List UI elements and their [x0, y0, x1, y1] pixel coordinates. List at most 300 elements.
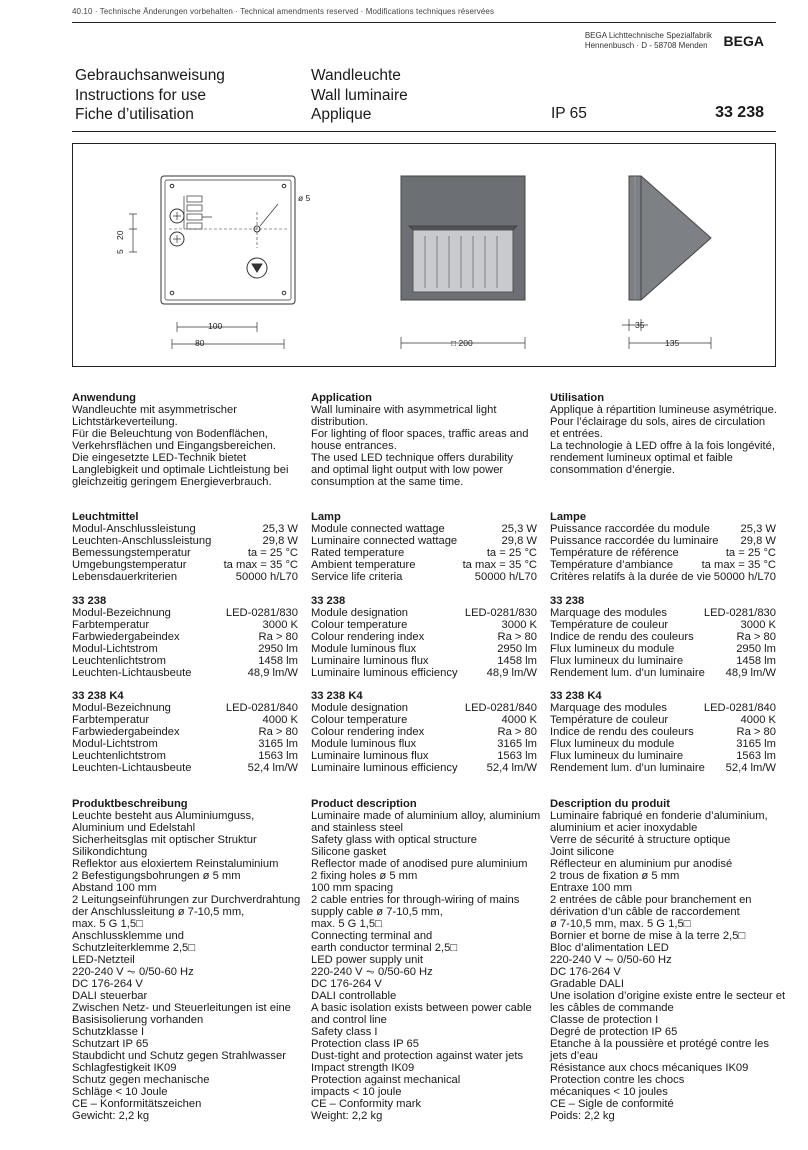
spec-value: LED-0281/830 [225, 607, 298, 619]
text-line: Poids: 2,2 kg [550, 1110, 615, 1122]
spec1-section [311, 595, 537, 679]
text-line: 220-240 V ⏦ 0/50-60 Hz [550, 954, 672, 966]
text-line: A basic isolation exists between power cable [311, 1002, 532, 1014]
spec-value: 3165 lm [497, 738, 537, 750]
text-line: Wall luminaire with asymmetrical light [311, 404, 497, 416]
spec-value: Ra > 80 [736, 631, 776, 643]
spec-row [311, 631, 537, 643]
spec-value: 4000 K [501, 714, 537, 726]
spec-label: Température de couleur [550, 714, 669, 726]
text-line: 220-240 V ⏦ 0/50-60 Hz [311, 966, 433, 978]
text-line: LED power supply unit [311, 954, 423, 966]
terminal-4 [187, 223, 202, 229]
spec-value: 1458 lm [258, 655, 298, 667]
rear-view-outline [161, 176, 295, 304]
spec-label: Indice de rendu des couleurs [550, 726, 694, 738]
text-line: Für die Beleuchtung von Bodenflächen, [72, 428, 268, 440]
spec-label: Luminaire connected wattage [311, 535, 458, 547]
spec-value: ta = 25 °C [725, 547, 776, 559]
spec-label: Luminaire luminous efficiency [311, 667, 458, 679]
text-line: Bornier et borne de mise à la terre 2,5□ [550, 930, 746, 942]
spec-label: Bemessungstemperatur [72, 547, 191, 559]
spec-label: Luminaire luminous flux [311, 750, 429, 762]
text-line: Applique à répartition lumineuse asymétrique. [550, 404, 777, 416]
spec-value: 3165 lm [736, 738, 776, 750]
spec-value: 2950 lm [736, 643, 776, 655]
spec-row [72, 643, 298, 655]
text-line: Verre de sécurité à structure optique [550, 834, 731, 846]
spec-value: 1563 lm [497, 750, 537, 762]
text-line: mécaniques < 10 joules [550, 1086, 668, 1098]
spec-row [550, 655, 776, 667]
spec-row [72, 631, 298, 643]
spec-label: Umgebungstemperatur [72, 559, 187, 571]
lamp-section [311, 511, 537, 583]
spec-label: Leuchten-Lichtausbeute [72, 667, 192, 679]
text-line: Luminaire fabriqué en fonderie d’aluminium, [550, 810, 768, 822]
rear-screw-tl [170, 184, 174, 188]
text-line: The used LED technique offers durability [311, 452, 513, 464]
spec-value: 1563 lm [258, 750, 298, 762]
product-section [550, 798, 786, 1122]
spec-row [72, 619, 298, 631]
dim-20-label: 20 [115, 230, 125, 240]
spec-label: Température d’ambiance [550, 559, 674, 571]
spec-value: Ra > 80 [497, 631, 537, 643]
text-line: Sicherheitsglas mit optischer Struktur [72, 834, 257, 846]
company-line-2: Hennenbusch · D - 58708 Menden [584, 41, 708, 50]
spec-label: Module connected wattage [311, 523, 445, 535]
product-heading: Produktbeschreibung [72, 798, 188, 810]
technical-drawing-frame [72, 143, 776, 367]
spec-value: 29,8 W [262, 535, 298, 547]
text-line: Une isolation d’origine existe entre le secteur et [550, 990, 786, 1002]
text-line: DC 176-264 V [72, 978, 143, 990]
text-line: 2 Befestigungsbohrungen ø 5 mm [72, 870, 241, 882]
spec-row [550, 643, 776, 655]
front-view-reflector [413, 230, 513, 292]
spec-row [311, 702, 537, 714]
spec-row [311, 619, 537, 631]
spec-label: Module designation [311, 702, 409, 714]
text-line: Impact strength IK09 [311, 1062, 415, 1074]
spec-row [72, 655, 298, 667]
spec-value: 25,3 W [262, 523, 298, 535]
text-line: and control line [311, 1014, 387, 1026]
spec-row [550, 762, 776, 774]
dim-80-label: 80 [195, 338, 205, 348]
application-section [72, 392, 298, 488]
text-line: Die eingesetzte LED-Technik bietet [72, 452, 247, 464]
spec-row [72, 762, 298, 774]
text-line: Silikondichtung [72, 846, 148, 858]
spec-value: LED-0281/840 [464, 702, 537, 714]
product-title-fr: Applique [311, 106, 372, 123]
dim-hole-label: ø 5 [298, 193, 311, 203]
ip-rating: IP 65 [551, 105, 587, 122]
spec2-section [311, 690, 537, 774]
dim-5-label: 5 [115, 249, 125, 254]
spec-label: Flux lumineux du module [550, 643, 675, 655]
spec-label: Leuchtenlichtstrom [72, 750, 166, 762]
text-line: Zwischen Netz- und Steuerleitungen ist eine [72, 1002, 291, 1014]
rear-screw-tr [282, 184, 286, 188]
text-line: house entrances. [311, 440, 397, 452]
text-line: Aluminium und Edelstahl [72, 822, 196, 834]
rear-screw-br [282, 291, 286, 295]
text-line: For lighting of floor spaces, traffic areas and [311, 428, 529, 440]
application-heading: Anwendung [72, 392, 137, 404]
spec-value: 1458 lm [497, 655, 537, 667]
spec-label: Farbwiedergabeindex [72, 631, 180, 643]
company-address [585, 31, 712, 51]
spec-value: 52,4 lm/W [725, 762, 776, 774]
text-line: supply cable ø 7-10,5 mm, [311, 906, 443, 918]
spec-value: 3000 K [262, 619, 298, 631]
text-line: 2 Leitungseinführungen zur Durchverdrahtung [72, 894, 301, 906]
spec-row [311, 726, 537, 738]
article-number: 33 238 [715, 104, 764, 121]
spec-value: ta max = 35 °C [462, 559, 537, 571]
spec2-heading: 33 238 K4 [550, 690, 602, 702]
text-line: DC 176-264 V [550, 966, 621, 978]
text-line: Reflector made of anodised pure aluminium [311, 858, 528, 870]
spec-value: Ra > 80 [497, 726, 537, 738]
spec1-heading: 33 238 [550, 595, 585, 607]
text-line: Schutzleiterklemme 2,5□ [72, 942, 196, 954]
spec-row [550, 559, 776, 571]
spec-row [550, 535, 776, 547]
amendments-note: 40.10 · Technische Änderungen vorbehalten · Technical amendments reserved · Modifications techniques réservées [72, 7, 495, 16]
spec-value: 2950 lm [258, 643, 298, 655]
text-line: Luminaire made of aluminium alloy, aluminium [311, 810, 541, 822]
spec-value: Ra > 80 [258, 726, 298, 738]
text-line: Schutzklasse I [72, 1026, 145, 1038]
lamp-heading: Leuchtmittel [72, 511, 139, 523]
spec-label: Marquage des modules [550, 607, 667, 619]
spec-row [72, 738, 298, 750]
spec-value: 48,9 lm/W [725, 667, 776, 679]
application-heading: Application [311, 392, 372, 404]
text-line: Lichtstärkeverteilung. [72, 416, 178, 428]
spec-value: 29,8 W [501, 535, 537, 547]
text-line: Résistance aux chocs mécaniques IK09 [550, 1062, 749, 1074]
spec-value: 29,8 W [740, 535, 776, 547]
application-section [311, 392, 537, 488]
product-heading: Description du produit [550, 798, 670, 810]
spec-row [311, 714, 537, 726]
spec-label: Leuchtenlichtstrom [72, 655, 166, 667]
spec-row [311, 571, 537, 583]
spec-label: Température de référence [550, 547, 679, 559]
lamp-heading: Lamp [311, 511, 341, 523]
text-line: et entrées. [550, 428, 603, 440]
spec-row [311, 667, 537, 679]
doc-title-fr: Fiche d’utilisation [75, 106, 194, 123]
spec-label: Farbtemperatur [72, 714, 150, 726]
spec-value: 50000 h/L70 [235, 571, 298, 583]
spec-value: 50000 h/L70 [474, 571, 537, 583]
dim-100-label: 100 [208, 321, 223, 331]
text-line: les câbles de commande [550, 1002, 674, 1014]
text-line: Basisisolierung vorhanden [72, 1014, 204, 1026]
text-line: Staubdicht und Schutz gegen Strahlwasser [72, 1050, 286, 1062]
text-line: Anschlussklemme und [72, 930, 184, 942]
text-line: Schläge < 10 Joule [72, 1086, 168, 1098]
spec-value: LED-0281/840 [703, 702, 776, 714]
dim-135-label: 135 [665, 338, 680, 348]
text-line: der Anschlussleitung ø 7-10,5 mm, [72, 906, 245, 918]
text-line: Réflecteur en aluminium pur anodisé [550, 858, 733, 870]
spec1-heading: 33 238 [311, 595, 346, 607]
spec-label: Puissance raccordée du luminaire [550, 535, 719, 547]
spec-value: ta max = 35 °C [701, 559, 776, 571]
spec-label: Colour rendering index [311, 726, 425, 738]
spec-row [550, 738, 776, 750]
text-line: Protection against mechanical [311, 1074, 461, 1086]
text-line: 220-240 V ⏦ 0/50-60 Hz [72, 966, 194, 978]
spec-label: Modul-Anschlussleistung [72, 523, 196, 535]
text-line: Gewicht: 2,2 kg [72, 1110, 150, 1122]
spec-label: Modul-Lichtstrom [72, 738, 158, 750]
spec-row [550, 667, 776, 679]
spec-value: 48,9 lm/W [486, 667, 537, 679]
spec-label: Indice de rendu des couleurs [550, 631, 694, 643]
text-line: Silicone gasket [311, 846, 387, 858]
spec-label: Critères relatifs à la durée de vie [550, 571, 712, 583]
text-line: LED-Netzteil [72, 954, 135, 966]
spec-row [550, 547, 776, 559]
text-line: Abstand 100 mm [72, 882, 157, 894]
spec-row [550, 714, 776, 726]
spec-row [72, 571, 298, 583]
spec-label: Colour temperature [311, 714, 408, 726]
terminal-3 [187, 214, 202, 220]
spec-value: LED-0281/840 [225, 702, 298, 714]
product-title-de: Wandleuchte [311, 67, 401, 84]
text-line: rendement lumineux optimal et faible [550, 452, 733, 464]
spec-row [550, 726, 776, 738]
text-line: Schutz gegen mechanische [72, 1074, 210, 1086]
spec-value: 52,4 lm/W [247, 762, 298, 774]
text-line: Wandleuchte mit asymmetrischer [72, 404, 237, 416]
technical-drawing [73, 144, 775, 366]
text-line: 2 trous de fixation ø 5 mm [550, 870, 680, 882]
spec-label: Module luminous flux [311, 738, 417, 750]
spec-value: 1563 lm [736, 750, 776, 762]
spec-value: 4000 K [262, 714, 298, 726]
text-line: consommation d’énergie. [550, 464, 675, 476]
spec-row [550, 523, 776, 535]
spec-row [311, 535, 537, 547]
text-line: La technologie à LED offre à la fois longévité, [550, 440, 775, 452]
spec-row [311, 738, 537, 750]
spec2-heading: 33 238 K4 [72, 690, 124, 702]
spec-label: Lebensdauerkriterien [72, 571, 178, 583]
text-line: dérivation d’un câble de raccordement [550, 906, 740, 918]
spec-label: Leuchten-Anschlussleistung [72, 535, 212, 547]
spec-value: ta = 25 °C [247, 547, 298, 559]
spec-value: 4000 K [740, 714, 776, 726]
application-section [550, 392, 776, 476]
spec-value: 1458 lm [736, 655, 776, 667]
spec-label: Modul-Lichtstrom [72, 643, 158, 655]
spec-row [550, 702, 776, 714]
spec-label: Luminaire luminous flux [311, 655, 429, 667]
spec-label: Modul-Bezeichnung [72, 607, 171, 619]
spec-label: Ambient temperature [311, 559, 416, 571]
doc-title-de: Gebrauchsanweisung [75, 67, 225, 84]
spec-row [72, 547, 298, 559]
text-line: Weight: 2,2 kg [311, 1110, 383, 1122]
spec-label: Flux lumineux du module [550, 738, 675, 750]
text-line: Classe de protection I [550, 1014, 659, 1026]
spec-row [72, 667, 298, 679]
spec-value: Ra > 80 [736, 726, 776, 738]
spec-value: 3000 K [740, 619, 776, 631]
spec-row [311, 559, 537, 571]
text-line: Reflektor aus eloxiertem Reinstaluminium [72, 858, 279, 870]
text-line: distribution. [311, 416, 369, 428]
text-line: CE – Sigle de conformité [550, 1098, 674, 1110]
spec-row [72, 750, 298, 762]
spec-value: LED-0281/830 [703, 607, 776, 619]
spec1-section [72, 595, 298, 679]
spec-label: Module designation [311, 607, 409, 619]
spec-row [311, 750, 537, 762]
text-line: 100 mm spacing [311, 882, 394, 894]
text-line: Leuchte besteht aus Aluminiumguss, [72, 810, 255, 822]
spec-label: Rendement lum. d’un luminaire [550, 762, 705, 774]
spec-value: 25,3 W [501, 523, 537, 535]
text-line: and optimal light output with low power [311, 464, 504, 476]
spec-row [72, 559, 298, 571]
lamp-section [72, 511, 298, 583]
spec-row [550, 750, 776, 762]
text-line: 2 entrées de câble pour branchement en [550, 894, 752, 906]
spec-row [550, 619, 776, 631]
spec-row [311, 655, 537, 667]
spec-row [550, 571, 776, 583]
text-line: Safety glass with optical structure [311, 834, 478, 846]
spec-label: Colour rendering index [311, 631, 425, 643]
spec-label: Luminaire luminous efficiency [311, 762, 458, 774]
spec-row [311, 762, 537, 774]
spec-value: 3165 lm [258, 738, 298, 750]
spec-row [72, 535, 298, 547]
brand-logo: BEGA [723, 33, 764, 49]
text-line: Entraxe 100 mm [550, 882, 633, 894]
doc-title-en: Instructions for use [75, 86, 206, 104]
product-section [311, 798, 541, 1122]
spec-value: ta = 25 °C [486, 547, 537, 559]
text-line: Connecting terminal and [311, 930, 433, 942]
spec-label: Farbtemperatur [72, 619, 150, 631]
text-line: Schutzart IP 65 [72, 1038, 149, 1050]
spec-label: Leuchten-Lichtausbeute [72, 762, 192, 774]
text-line: Dust-tight and protection against water jets [311, 1050, 524, 1062]
spec-row [550, 631, 776, 643]
spec-row [72, 702, 298, 714]
spec-row [72, 726, 298, 738]
text-line: CE – Conformity mark [311, 1098, 422, 1110]
spec-value: 48,9 lm/W [247, 667, 298, 679]
text-line: Joint silicone [550, 846, 615, 858]
spec-label: Rated temperature [311, 547, 405, 559]
spec2-section [72, 690, 298, 774]
spec-value: 3000 K [501, 619, 537, 631]
spec-row [72, 607, 298, 619]
text-line: consumption at the same time. [311, 476, 464, 488]
product-section [72, 798, 301, 1122]
lamp-heading: Lampe [550, 511, 587, 523]
text-line: earth conductor terminal 2,5□ [311, 942, 458, 954]
text-line: DC 176-264 V [311, 978, 382, 990]
text-line: max. 5 G 1,5□ [311, 918, 382, 930]
spec-label: Flux lumineux du luminaire [550, 655, 684, 667]
text-line: Protection class IP 65 [311, 1038, 419, 1050]
text-line: 2 cable entries for through-wiring of mains [311, 894, 520, 906]
spec-row [311, 547, 537, 559]
spec1-heading: 33 238 [72, 595, 107, 607]
text-line: Protection contre les chocs [550, 1074, 685, 1086]
rear-screw-bl [170, 291, 174, 295]
spec-value: Ra > 80 [258, 631, 298, 643]
spec1-section [550, 595, 776, 679]
spec-label: Température de couleur [550, 619, 669, 631]
text-line: jets d’eau [550, 1050, 598, 1062]
text-line: CE – Konformitätszeichen [72, 1098, 202, 1110]
spec-row [550, 607, 776, 619]
spec-row [311, 607, 537, 619]
text-line: DALI controllable [311, 990, 397, 1002]
doc-titles [75, 66, 225, 125]
spec-label: Module luminous flux [311, 643, 417, 655]
text-line: Etanche à la poussière et protégé contre les [550, 1038, 769, 1050]
text-line: Degré de protection IP 65 [550, 1026, 678, 1038]
company-line-1: BEGA Lichttechnische Spezialfabrik [584, 31, 712, 40]
spec-value: 2950 lm [497, 643, 537, 655]
spec-value: LED-0281/830 [464, 607, 537, 619]
terminal-2 [187, 205, 202, 211]
spec-label: Flux lumineux du luminaire [550, 750, 684, 762]
text-line: Pour l’éclairage du sols, aires de circulation [550, 416, 766, 428]
spec-label: Farbwiedergabeindex [72, 726, 180, 738]
text-line: impacts < 10 joule [311, 1086, 402, 1098]
spec-value: 52,4 lm/W [486, 762, 537, 774]
spec-label: Puissance raccordée du module [550, 523, 710, 535]
text-line: 2 fixing holes ø 5 mm [311, 870, 418, 882]
text-line: max. 5 G 1,5□ [72, 918, 143, 930]
spec-row [311, 523, 537, 535]
text-line: Verkehrsflächen und Eingangsbereichen. [72, 440, 277, 452]
lamp-section [550, 511, 776, 583]
text-line: gleichzeitig geringem Energieverbrauch. [72, 476, 272, 488]
spec-value: 50000 h/L70 [713, 571, 776, 583]
dim-35-label: 35 [635, 320, 645, 330]
spec-label: Colour temperature [311, 619, 408, 631]
text-line: ø 7-10,5 mm, max. 5 G 1,5□ [550, 918, 691, 930]
text-line: aluminium et acier inoxydable [550, 822, 698, 834]
spec2-section [550, 690, 776, 774]
text-line: Bloc d’alimentation LED [550, 942, 669, 954]
spec-value: ta max = 35 °C [223, 559, 298, 571]
spec-row [311, 643, 537, 655]
text-line: Schlagfestigkeit IK09 [72, 1062, 177, 1074]
product-titles [311, 66, 408, 125]
spec-label: Rendement lum. d’un luminaire [550, 667, 705, 679]
text-line: Langlebigkeit und optimale Lichtleistung bei [72, 464, 289, 476]
